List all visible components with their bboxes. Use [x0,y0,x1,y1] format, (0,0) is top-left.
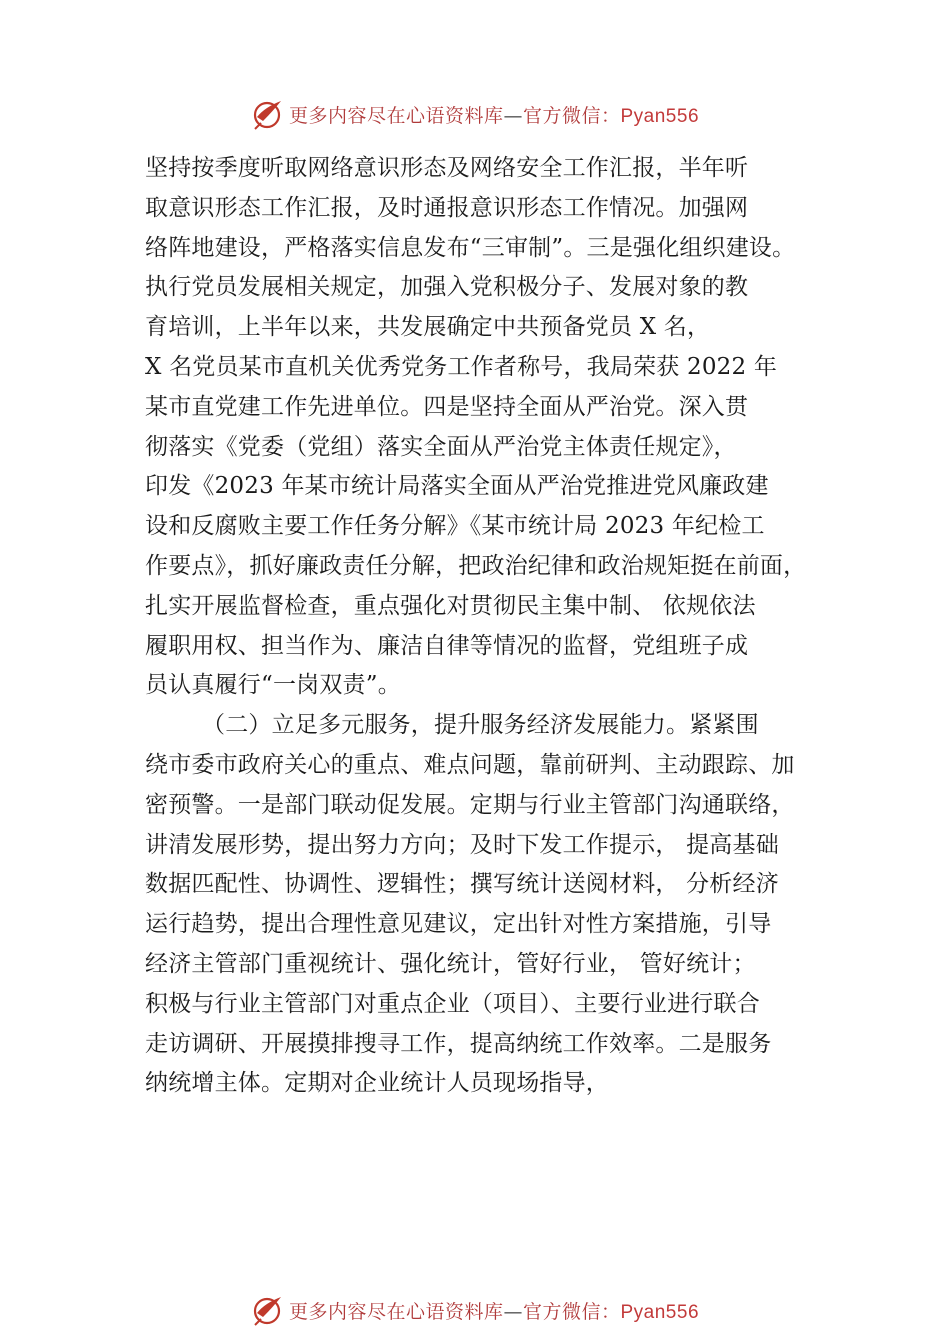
body-line: 纳统增主体。定期对企业统计人员现场指导， [145,1070,609,1097]
body-line: X 名党员某市直机关优秀党务工作者称号，我局荣获 2022 年 [145,353,778,380]
body-line: 讲清发展形势，提出努力方向；及时下发工作提示， 提高基础 [145,831,779,858]
watermark-banner-top [0,94,950,134]
body-line: 绕市委市政府关心的重点、难点问题，靠前研判、主动跟踪、加 [145,751,795,778]
body-line: 彻落实《党委（党组）落实全面从严治党主体责任规定》， [145,433,737,460]
watermark-text: 更多内容尽在心语资料库—官方微信：Pyan556 [288,1300,700,1323]
document-body [145,149,835,1104]
body-line: 数据匹配性、协调性、逻辑性；撰写统计送阅材料， 分析经济 [145,871,779,898]
body-line: 履职用权、担当作为、廉洁自律等情况的监督，党组班子成 [145,632,749,659]
body-line: 作要点》，抓好廉政责任分解，把政治纪律和政治规矩挺在前面， [145,552,807,579]
body-line: 坚持按季度听取网络意识形态及网络安全工作汇报，半年听 [145,155,749,181]
watermark-text: 更多内容尽在心语资料库—官方微信：Pyan556 [288,104,700,127]
watermark-banner-bottom [0,1290,950,1330]
body-line: 扎实开展监督检查，重点强化对贯彻民主集中制、 依规依法 [145,592,756,619]
pen-quill-seal-icon [251,1293,285,1327]
body-line: 取意识形态工作汇报，及时通报意识形态工作情况。加强网 [145,194,749,221]
body-line: 走访调研、开展摸排搜寻工作，提高纳统工作效率。二是服务 [145,1030,772,1057]
body-line: 积极与行业主管部门对重点企业（项目）、主要行业进行联合 [145,990,760,1017]
body-line: 育培训，上半年以来，共发展确定中共预备党员 X 名， [145,314,711,341]
body-line: 印发《2023 年某市统计局落实全面从严治党推进党风廉政建 [145,473,769,500]
body-line: 经济主管部门重视统计、强化统计，管好行业， 管好统计； [145,950,756,977]
pen-quill-seal-icon [251,97,285,131]
body-line: 某市直党建工作先进单位。四是坚持全面从严治党。深入贯 [145,393,749,420]
body-line: 络阵地建设，严格落实信息发布“三审制”。三是强化组织建设。 [145,234,796,261]
section-heading-line: （二）立足多元服务，提升服务经济发展能力。紧紧围 [202,712,759,739]
body-line: 执行党员发展相关规定，加强入党积极分子、发展对象的教 [145,274,749,301]
body-line: 密预警。一是部门联动促发展。定期与行业主管部门沟通联络， [145,791,795,818]
body-line: 运行趋势，提出合理性意见建议，定出针对性方案措施，引导 [145,911,772,938]
body-line: 设和反腐败主要工作任务分解》《某市统计局 2023 年纪检工 [145,513,765,540]
body-line: 员认真履行“一岗双责”。 [145,672,401,699]
